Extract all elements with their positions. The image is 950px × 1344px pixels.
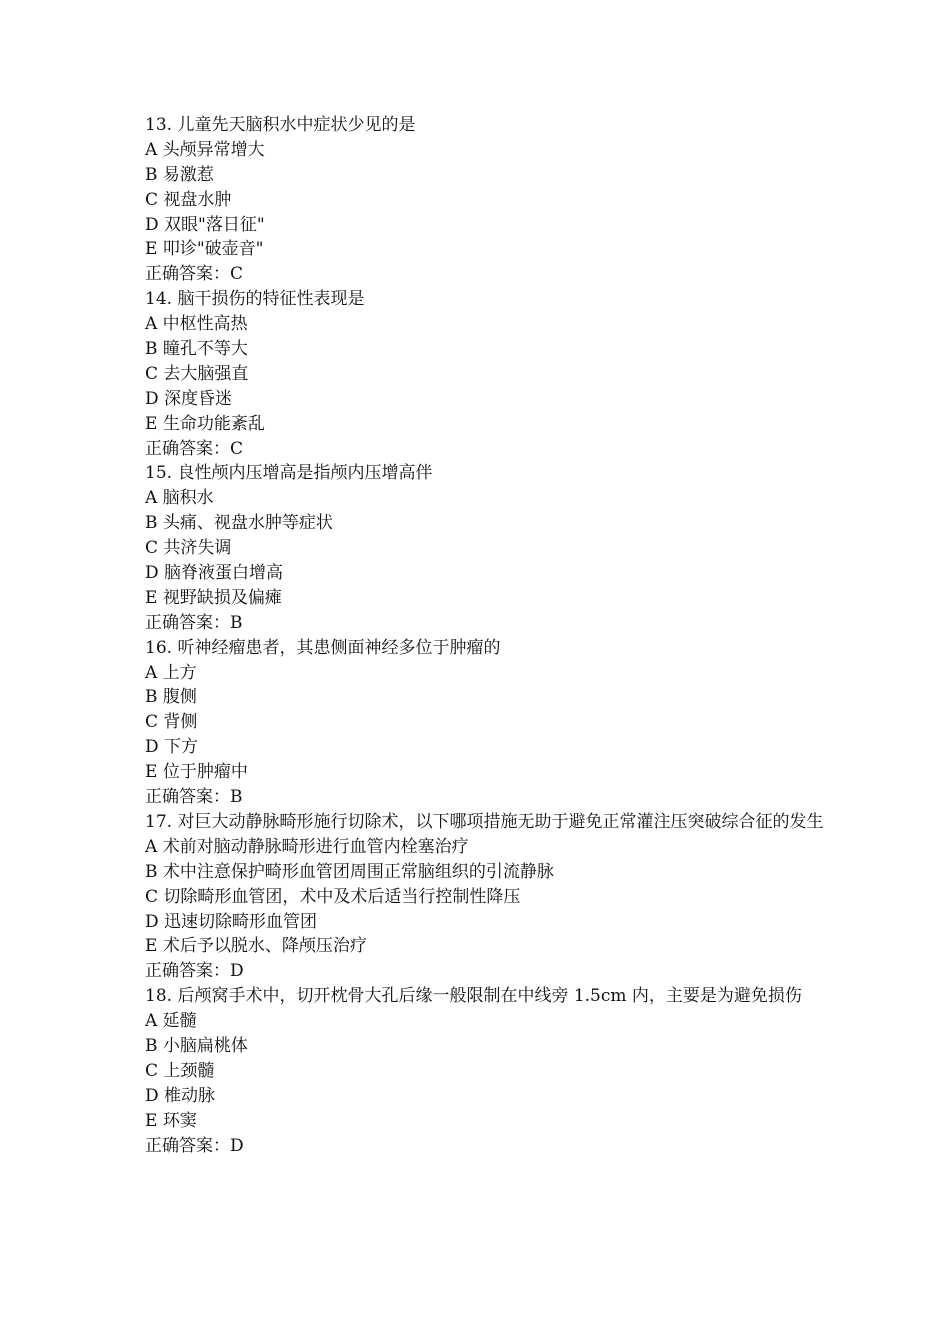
option-e: E 术后予以脱水、降颅压治疗 (145, 936, 367, 957)
question-13 (145, 113, 825, 287)
correct-answer: 正确答案：B (145, 612, 243, 633)
option-a: A 中枢性高热 (145, 314, 248, 335)
option-b: B 瞳孔不等大 (145, 339, 248, 360)
correct-answer: 正确答案：D (145, 1135, 244, 1156)
option-a: A 上方 (145, 662, 197, 683)
option-b: B 头痛、视盘水肿等症状 (145, 513, 333, 534)
option-e: E 位于肿瘤中 (145, 762, 248, 783)
option-b: B 腹侧 (145, 687, 197, 708)
option-c: C 切除畸形血管团，术中及术后适当行控制性降压 (145, 886, 521, 907)
question-14 (145, 287, 825, 461)
option-e: E 视野缺损及偏瘫 (145, 587, 282, 608)
option-c: C 去大脑强直 (145, 363, 249, 384)
option-c: C 背侧 (145, 712, 198, 733)
question-17 (145, 810, 825, 984)
option-e: E 叩诊"破壶音" (145, 239, 264, 260)
option-c: C 共济失调 (145, 538, 232, 559)
correct-answer: 正确答案：C (145, 264, 244, 285)
document-page (145, 113, 825, 1158)
question-stem: 14. 脑干损伤的特征性表现是 (145, 289, 365, 310)
option-d: D 脑脊液蛋白增高 (145, 563, 284, 584)
option-a: A 脑积水 (145, 488, 214, 509)
question-16 (145, 636, 825, 810)
option-e: E 环窦 (145, 1110, 197, 1131)
option-d: D 深度昏迷 (145, 388, 233, 409)
option-a: A 术前对脑动静脉畸形进行血管内栓塞治疗 (145, 836, 469, 857)
option-c: C 视盘水肿 (145, 189, 232, 210)
option-a: A 延髓 (145, 1011, 197, 1032)
option-a: A 头颅异常增大 (145, 139, 265, 160)
option-d: D 下方 (145, 737, 199, 758)
question-stem: 18. 后颅窝手术中，切开枕骨大孔后缘一般限制在中线旁 1.5cm 内，主要是为避免损伤 (145, 986, 802, 1007)
option-b: B 易激惹 (145, 164, 214, 185)
option-c: C 上颈髓 (145, 1060, 215, 1081)
question-stem: 16. 听神经瘤患者，其患侧面神经多位于肿瘤的 (145, 637, 501, 658)
question-stem: 13. 儿童先天脑积水中症状少见的是 (145, 115, 416, 135)
question-stem: 17. 对巨大动静脉畸形施行切除术，以下哪项措施无助于避免正常灌注压突破综合征的发生 (145, 811, 824, 832)
option-d: D 椎动脉 (145, 1085, 216, 1106)
question-stem: 15. 良性颅内压增高是指颅内压增高伴 (145, 463, 433, 484)
option-b: B 小脑扁桃体 (145, 1035, 248, 1056)
question-15 (145, 461, 825, 635)
option-e: E 生命功能紊乱 (145, 413, 265, 434)
question-18 (145, 984, 825, 1158)
option-d: D 迅速切除畸形血管团 (145, 911, 318, 932)
option-d: D 双眼"落日征" (145, 214, 265, 235)
option-b: B 术中注意保护畸形血管团周围正常脑组织的引流静脉 (145, 861, 554, 882)
correct-answer: 正确答案：B (145, 787, 243, 808)
correct-answer: 正确答案：C (145, 438, 244, 459)
correct-answer: 正确答案：D (145, 961, 244, 982)
